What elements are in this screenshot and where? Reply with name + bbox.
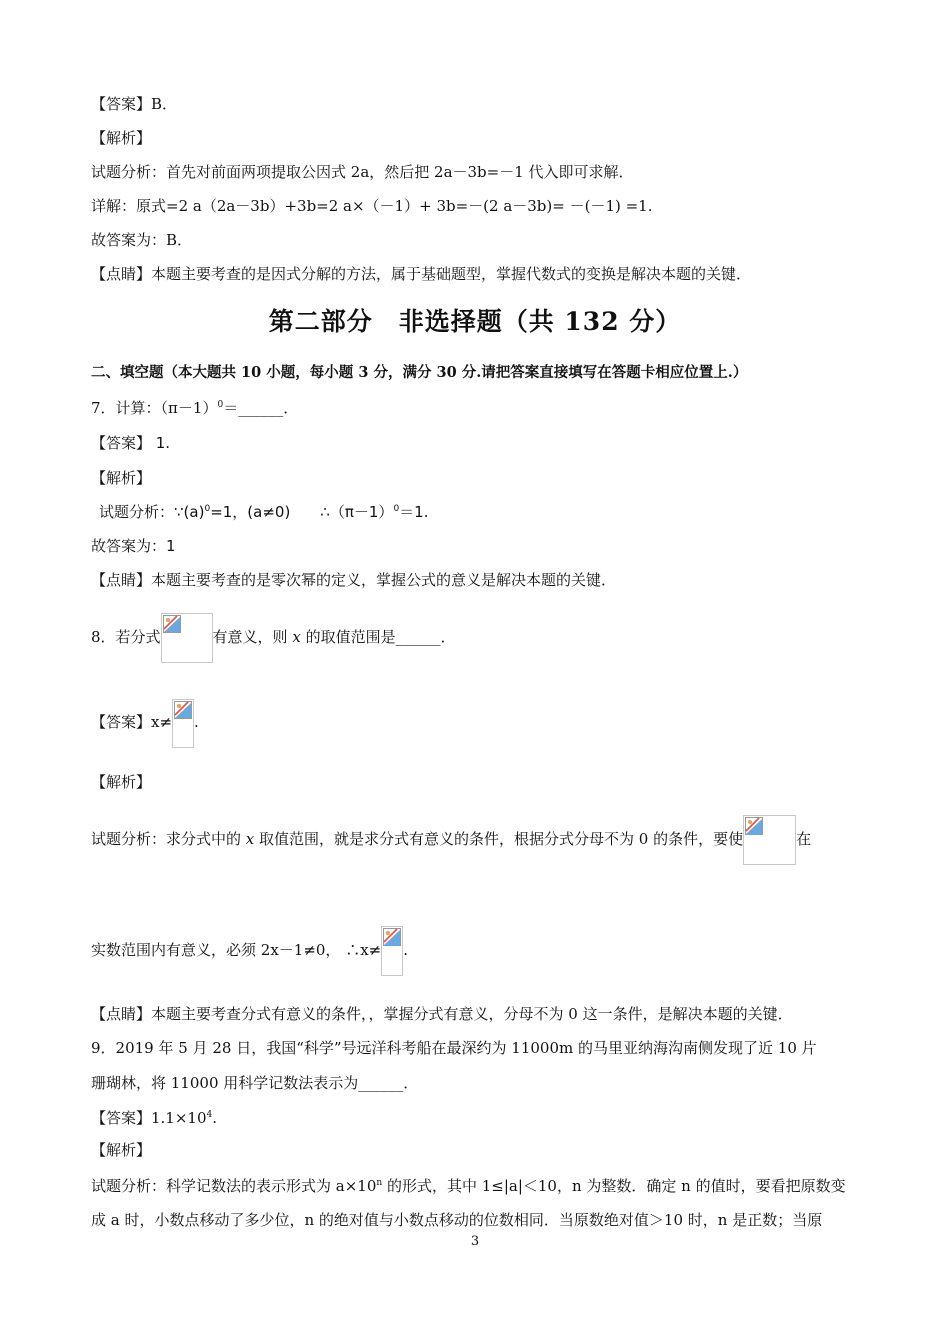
- q7-dianjing: 【点睛】本题主要考查的是零次幂的定义，掌握公式的意义是解决本题的关键．: [91, 571, 617, 589]
- q8-dianjing: 【点睛】本题主要考查分式有意义的条件，，掌握分式有意义，分母不为 0 这一条件，是解决本题的关键．: [91, 1005, 793, 1023]
- broken-image-icon: [163, 615, 181, 633]
- jiexi-label: 【解析】: [91, 129, 152, 147]
- q8-answer: [91, 694, 199, 744]
- q7-analysis-sup1: 0: [204, 504, 211, 514]
- question-9-line1: 9．2019 年 5 月 28 日，我国“科学”号远洋科考船在最深约为 11000m 的马里亚纳海沟南侧发现了近 10 片: [91, 1039, 817, 1057]
- q9-analysis1-a: 试题分析：科学记数法的表示形式为 a×10: [91, 1177, 377, 1195]
- q7-analysis-b: =1，(a≠0) ∴（π－1）: [210, 503, 394, 521]
- q9-analysis-line1: [91, 1176, 846, 1196]
- q8-analysis1-b: 取值范围，就是求分式有意义的条件，根据分式分母不为 0 的条件，要使: [254, 830, 744, 848]
- section-title: 二、填空题（本大题共 10 小题，每小题 3 分，满分 30 分.请把答案直接填写在答题卡相应位置上.）: [91, 364, 748, 381]
- q8-answer-prefix: 【答案】x≠: [91, 713, 173, 731]
- part-two-heading: 第二部分 非选择题（共 132 分）: [268, 307, 682, 336]
- q8-analysis1-c: 在: [796, 830, 812, 848]
- q8-analysis2-b: .: [403, 941, 409, 959]
- broken-image-icon: [745, 817, 763, 835]
- q8-analysis1-var: x: [245, 830, 255, 848]
- q8-analysis-line1: [91, 812, 811, 862]
- answer-line: 【答案】B．: [91, 95, 178, 113]
- fraction-image: [743, 815, 796, 865]
- q8-analysis-line2: [91, 922, 408, 974]
- q8-analysis2-a: 实数范围内有意义，必须 2x－1≠0， ∴x≠: [91, 941, 382, 959]
- q7-answer: 【答案】 1.: [91, 434, 171, 452]
- q7-final: 故答案为：1: [91, 537, 176, 555]
- q9-answer-b: .: [212, 1109, 218, 1127]
- answer-image: [381, 926, 403, 976]
- q8-suffix: 的取值范围是______．: [300, 628, 456, 646]
- q8-analysis1-a: 试题分析：求分式中的: [91, 830, 246, 848]
- dianjing-line: 【点睛】本题主要考查的是因式分解的方法，属于基础题型，掌握代数式的变换是解决本题的关键．: [91, 265, 752, 283]
- question-7: [91, 398, 298, 418]
- final-answer-line: 故答案为：B．: [91, 231, 193, 249]
- q7-analysis-a: 试题分析：∵(a): [99, 503, 205, 521]
- detail-line: 详解：原式=2 a（2a－3b）+3b=2 a×（－1）+ 3b=－(2 a－3b)= －(－1) =1.: [91, 197, 653, 215]
- question-9-line2: 珊瑚林，将 11000 用科学记数法表示为______．: [91, 1074, 419, 1092]
- q8-jiexi-label: 【解析】: [91, 773, 152, 791]
- q7-prefix: 7．计算：（π－1）: [91, 399, 218, 417]
- analysis-line: 试题分析：首先对前面两项提取公因式 2a，然后把 2a－3b=－1 代入即可求解．: [91, 163, 634, 181]
- q8-answer-suffix: .: [194, 713, 199, 731]
- page-number: 3: [470, 1234, 480, 1249]
- answer-image: [172, 699, 194, 748]
- broken-image-icon: [174, 701, 192, 719]
- q8-variable: x: [292, 628, 301, 646]
- q8-prefix: 8．若分式: [91, 628, 161, 646]
- q9-answer: [91, 1108, 217, 1128]
- q7-exponent: 0: [217, 400, 224, 410]
- q9-analysis1-b: 的形式，其中 1≤|a|＜10，n 为整数．确定 n 的值时，要看把原数变: [382, 1177, 846, 1195]
- q9-answer-a: 【答案】1.1×10: [91, 1109, 207, 1127]
- q9-analysis-line2: 成 a 时，小数点移动了多少位，n 的绝对值与小数点移动的位数相同．当原数绝对值＞10 时，n 是正数；当原: [91, 1211, 823, 1229]
- q7-analysis-c: ＝1.: [399, 503, 429, 521]
- broken-image-icon: [383, 928, 401, 946]
- fraction-image: [161, 613, 213, 663]
- q7-jiexi-label: 【解析】: [91, 469, 152, 487]
- question-8: [91, 612, 456, 662]
- q9-answer-sup: 4: [206, 1110, 213, 1120]
- q8-mid: 有意义，则: [212, 628, 293, 646]
- q9-analysis1-sup: n: [376, 1178, 383, 1188]
- q9-jiexi-label: 【解析】: [91, 1141, 152, 1159]
- q7-analysis-sup2: 0: [393, 504, 400, 514]
- q7-analysis: [99, 502, 428, 522]
- q7-suffix: ＝______．: [223, 399, 299, 417]
